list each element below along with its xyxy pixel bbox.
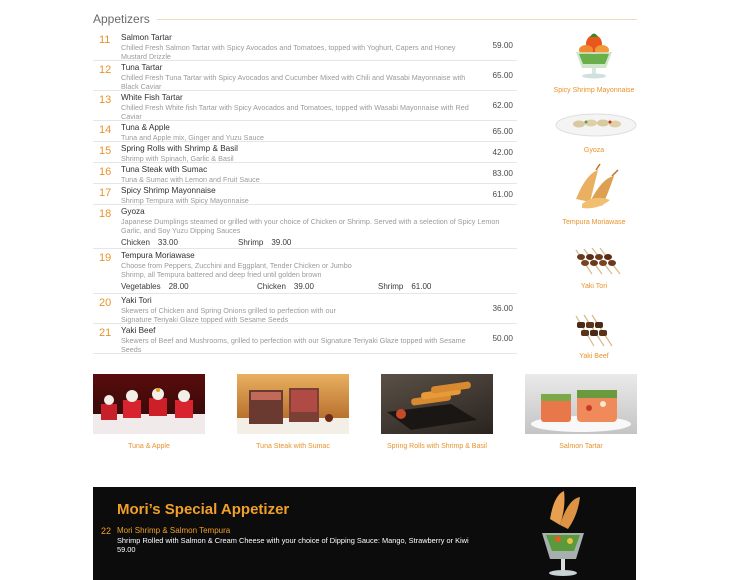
tuna-apple-photo [93,374,205,434]
side-photo-spicy-shrimp [546,28,642,98]
photo-caption: Spicy Shrimp Mayonnaise [553,87,635,94]
price-option: Shrimp 61.00 [378,281,432,291]
special-item-price: 59.00 [117,545,136,554]
gallery-item-tuna-apple [93,374,205,450]
photo-caption: Tempura Moriawase [562,219,626,226]
menu-item-tempura-moriawase [93,249,517,294]
menu-item-tuna-apple [93,121,517,142]
item-price: 50.00 [492,334,513,343]
item-price: 36.00 [492,304,513,313]
item-price: 65.00 [492,127,513,136]
menu-list [93,31,517,354]
item-price: 65.00 [492,71,513,80]
price-option: Chicken 33.00 [121,237,178,247]
price-option: Chicken 39.00 [257,281,314,291]
menu-item-tuna-steak [93,163,517,184]
gallery-item-salmon-tartar [525,374,637,450]
item-name: Spicy Shrimp Mayonnaise [121,186,216,195]
menu-item-gyoza [93,205,517,249]
item-price: 61.00 [492,190,513,199]
menu-item-tuna-tartar [93,61,517,91]
menu-item-spicy-shrimp [93,184,517,205]
price-options [121,238,513,248]
photo-caption: Yaki Tori [580,283,608,290]
tempura-image [546,164,642,214]
item-description: Tuna & Sumac with Lemon and Fruit Sauce [121,174,260,184]
section-title: Appetizers [93,12,150,26]
gyoza-plate-image [546,105,642,145]
item-price: 42.00 [492,148,513,157]
item-number: 21 [99,327,112,339]
item-number: 14 [99,124,112,136]
item-name: Yaki Beef [121,326,156,335]
price-option: Vegetables 28.00 [121,281,189,291]
item-name: White Fish Tartar [121,93,183,102]
special-item-number: 22 [101,526,112,536]
menu-item-yaki-beef [93,324,517,354]
item-price: 83.00 [492,169,513,178]
menu-item-spring-rolls [93,142,517,163]
item-number: 15 [99,145,112,157]
item-description: Shrimp with Spinach, Garlic & Basil [121,153,234,163]
item-number: 19 [99,252,112,264]
item-description: Shrimp Tempura with Spicy Mayonnaise [121,195,249,205]
price-option: Shrimp 39.00 [238,237,292,247]
photo-gallery [93,374,636,454]
special-title: Mori’s Special Appetizer [117,501,290,518]
item-name: Tuna Tartar [121,63,163,72]
section-rule [157,19,637,20]
item-description: Skewers of Chicken and Spring Onions grilled to perfection with our Signature Teriyaki Glaze topped with Sesame Seeds [121,305,336,324]
special-item-name: Mori Shrimp & Salmon Tempura [117,526,231,535]
item-description: Chilled Fresh White fish Tartar with Spicy Avocados and Tomatoes, topped with Wasabi Mayonnaise with Red Caviar [121,102,469,121]
side-photo-tempura [546,164,642,234]
item-description: Japanese Dumplings steamed or grilled with your choice of Chicken or Shrimp. Served with a selection of Spicy Lemon Garlic, and Soy Yuzu Dipping Sauces [121,216,500,235]
item-name: Tuna Steak with Sumac [121,165,208,174]
item-description: Choose from Peppers, Zucchini and Eggplant, Tender Chicken or Jumbo Shrimp, all Tempura battered and deep fried until golden brown [121,260,352,279]
item-name: Yaki Tori [121,296,152,305]
special-tempura-glass-image [528,489,598,579]
spicy-shrimp-glass-image [546,28,642,80]
side-photo-gyoza [546,105,642,160]
photo-caption: Spring Rolls with Shrimp & Basil [387,443,487,450]
item-number: 20 [99,297,112,309]
section-header [93,12,637,28]
yaki-tori-skewers-image [546,246,642,278]
item-number: 12 [99,64,112,76]
photo-caption: Tuna Steak with Sumac [256,443,330,450]
item-name: Salmon Tartar [121,33,172,42]
item-description: Chilled Fresh Salmon Tartar with Spicy Avocados and Tomatoes, topped with Yoghurt, Capers and Honey Mustard Drizzle [121,42,456,61]
item-number: 16 [99,166,112,178]
spring-rolls-photo [381,374,493,434]
menu-item-salmon-tartar [93,31,517,61]
item-description: Tuna and Apple mix, Ginger and Yuzu Sauce [121,132,265,142]
photo-caption: Yaki Beef [579,353,609,360]
menu-item-white-fish-tartar [93,91,517,121]
salmon-tartar-photo [525,374,637,434]
side-photo-yaki-beef [546,314,642,366]
photo-caption: Salmon Tartar [559,443,603,450]
photo-caption: Tuna & Apple [128,443,170,450]
yaki-beef-skewers-image [546,314,642,348]
item-number: 18 [99,208,112,220]
item-name: Spring Rolls with Shrimp & Basil [121,144,238,153]
special-item-description: Shrimp Rolled with Salmon & Cream Cheese with your choice of Dipping Sauce: Mango, Strawberry or Kiwi [117,536,469,545]
item-price: 59.00 [492,41,513,50]
item-number: 17 [99,187,112,199]
gallery-item-tuna-steak [237,374,349,450]
gallery-item-spring-rolls [381,374,493,450]
tuna-steak-photo [237,374,349,434]
side-photo-yaki-tori [546,246,642,296]
item-name: Gyoza [121,207,145,216]
item-description: Chilled Fresh Tuna Tartar with Spicy Avocados and Cucumber Mixed with Chili and Wasabi Mayonnaise with Black Caviar [121,72,466,91]
item-description: Skewers of Beef and Mushrooms, grilled to perfection with our Signature Teriyaki Glaze topped with Sesame Seeds [121,335,466,354]
special-appetizer-banner [93,487,636,580]
item-name: Tuna & Apple [121,123,170,132]
price-options [121,282,477,292]
photo-caption: Gyoza [583,147,605,154]
item-name: Tempura Moriawase [121,251,195,260]
item-price: 62.00 [492,101,513,110]
item-number: 11 [99,34,111,46]
item-number: 13 [99,94,112,106]
menu-item-yaki-tori [93,294,517,324]
